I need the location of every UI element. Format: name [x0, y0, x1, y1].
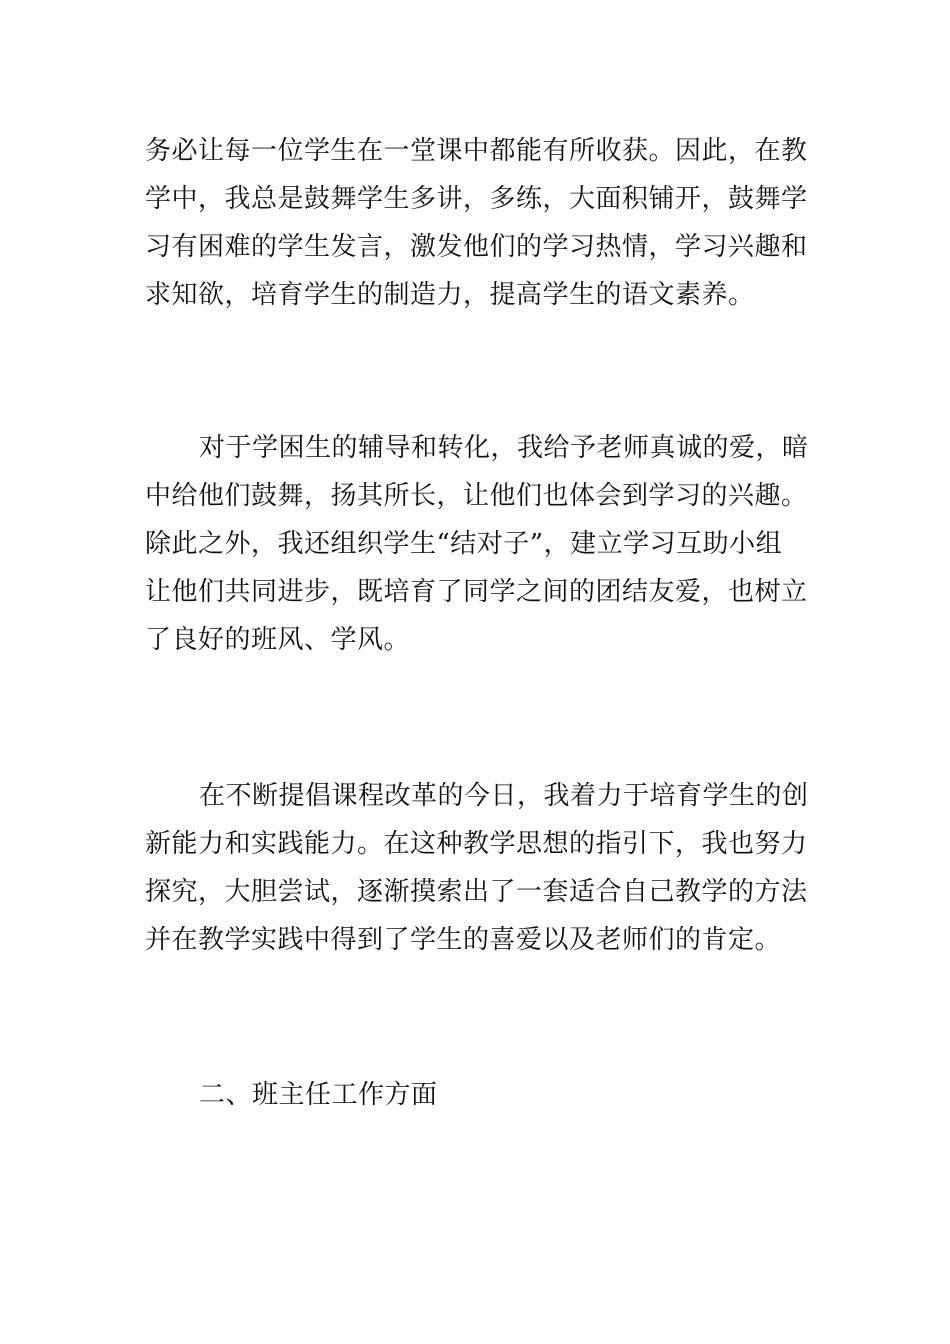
paragraph-line: 中给他们鼓舞，扬其所长，让他们也体会到学习的兴趣。 — [145, 481, 808, 511]
paragraph-line: 除此之外，我还组织学生“结对子”，建立学习互助小组 — [145, 529, 783, 559]
paragraph-line: 了良好的班风、学风。 — [145, 625, 411, 655]
paragraph-line: 学中，我总是鼓舞学生多讲，多练，大面积铺开，鼓舞学 — [145, 184, 808, 214]
section-heading-text: 二、班主任工作方面 — [199, 1080, 438, 1110]
paragraph-line: 探究，大胆尝试，逐渐摸索出了一套适合自己教学的方法 — [145, 877, 808, 907]
paragraph-line: 让他们共同进步，既培育了同学之间的团结友爱，也树立 — [145, 577, 808, 607]
paragraph-line: 新能力和实践能力。在这种教学思想的指引下，我也努力 — [145, 829, 808, 859]
paragraph-line: 求知欲，培育学生的制造力，提高学生的语文素养。 — [145, 280, 755, 310]
paragraph-line: 务必让每一位学生在一堂课中都能有所收获。因此，在教 — [145, 136, 808, 166]
paragraph-line: 对于学困生的辅导和转化，我给予老师真诚的爱，暗 — [199, 433, 809, 463]
paragraph-struggling-students — [145, 424, 810, 664]
paragraph-curriculum-reform — [145, 772, 810, 964]
paragraph-line: 在不断提倡课程改革的今日，我着力于培育学生的创 — [199, 781, 809, 811]
paragraph-line: 习有困难的学生发言，激发他们的学习热情，学习兴趣和 — [145, 232, 808, 262]
paragraph-line: 并在教学实践中得到了学生的喜爱以及老师们的肯定。 — [145, 925, 782, 955]
paragraph-teaching-continued — [145, 127, 810, 319]
section-heading — [145, 1071, 810, 1119]
